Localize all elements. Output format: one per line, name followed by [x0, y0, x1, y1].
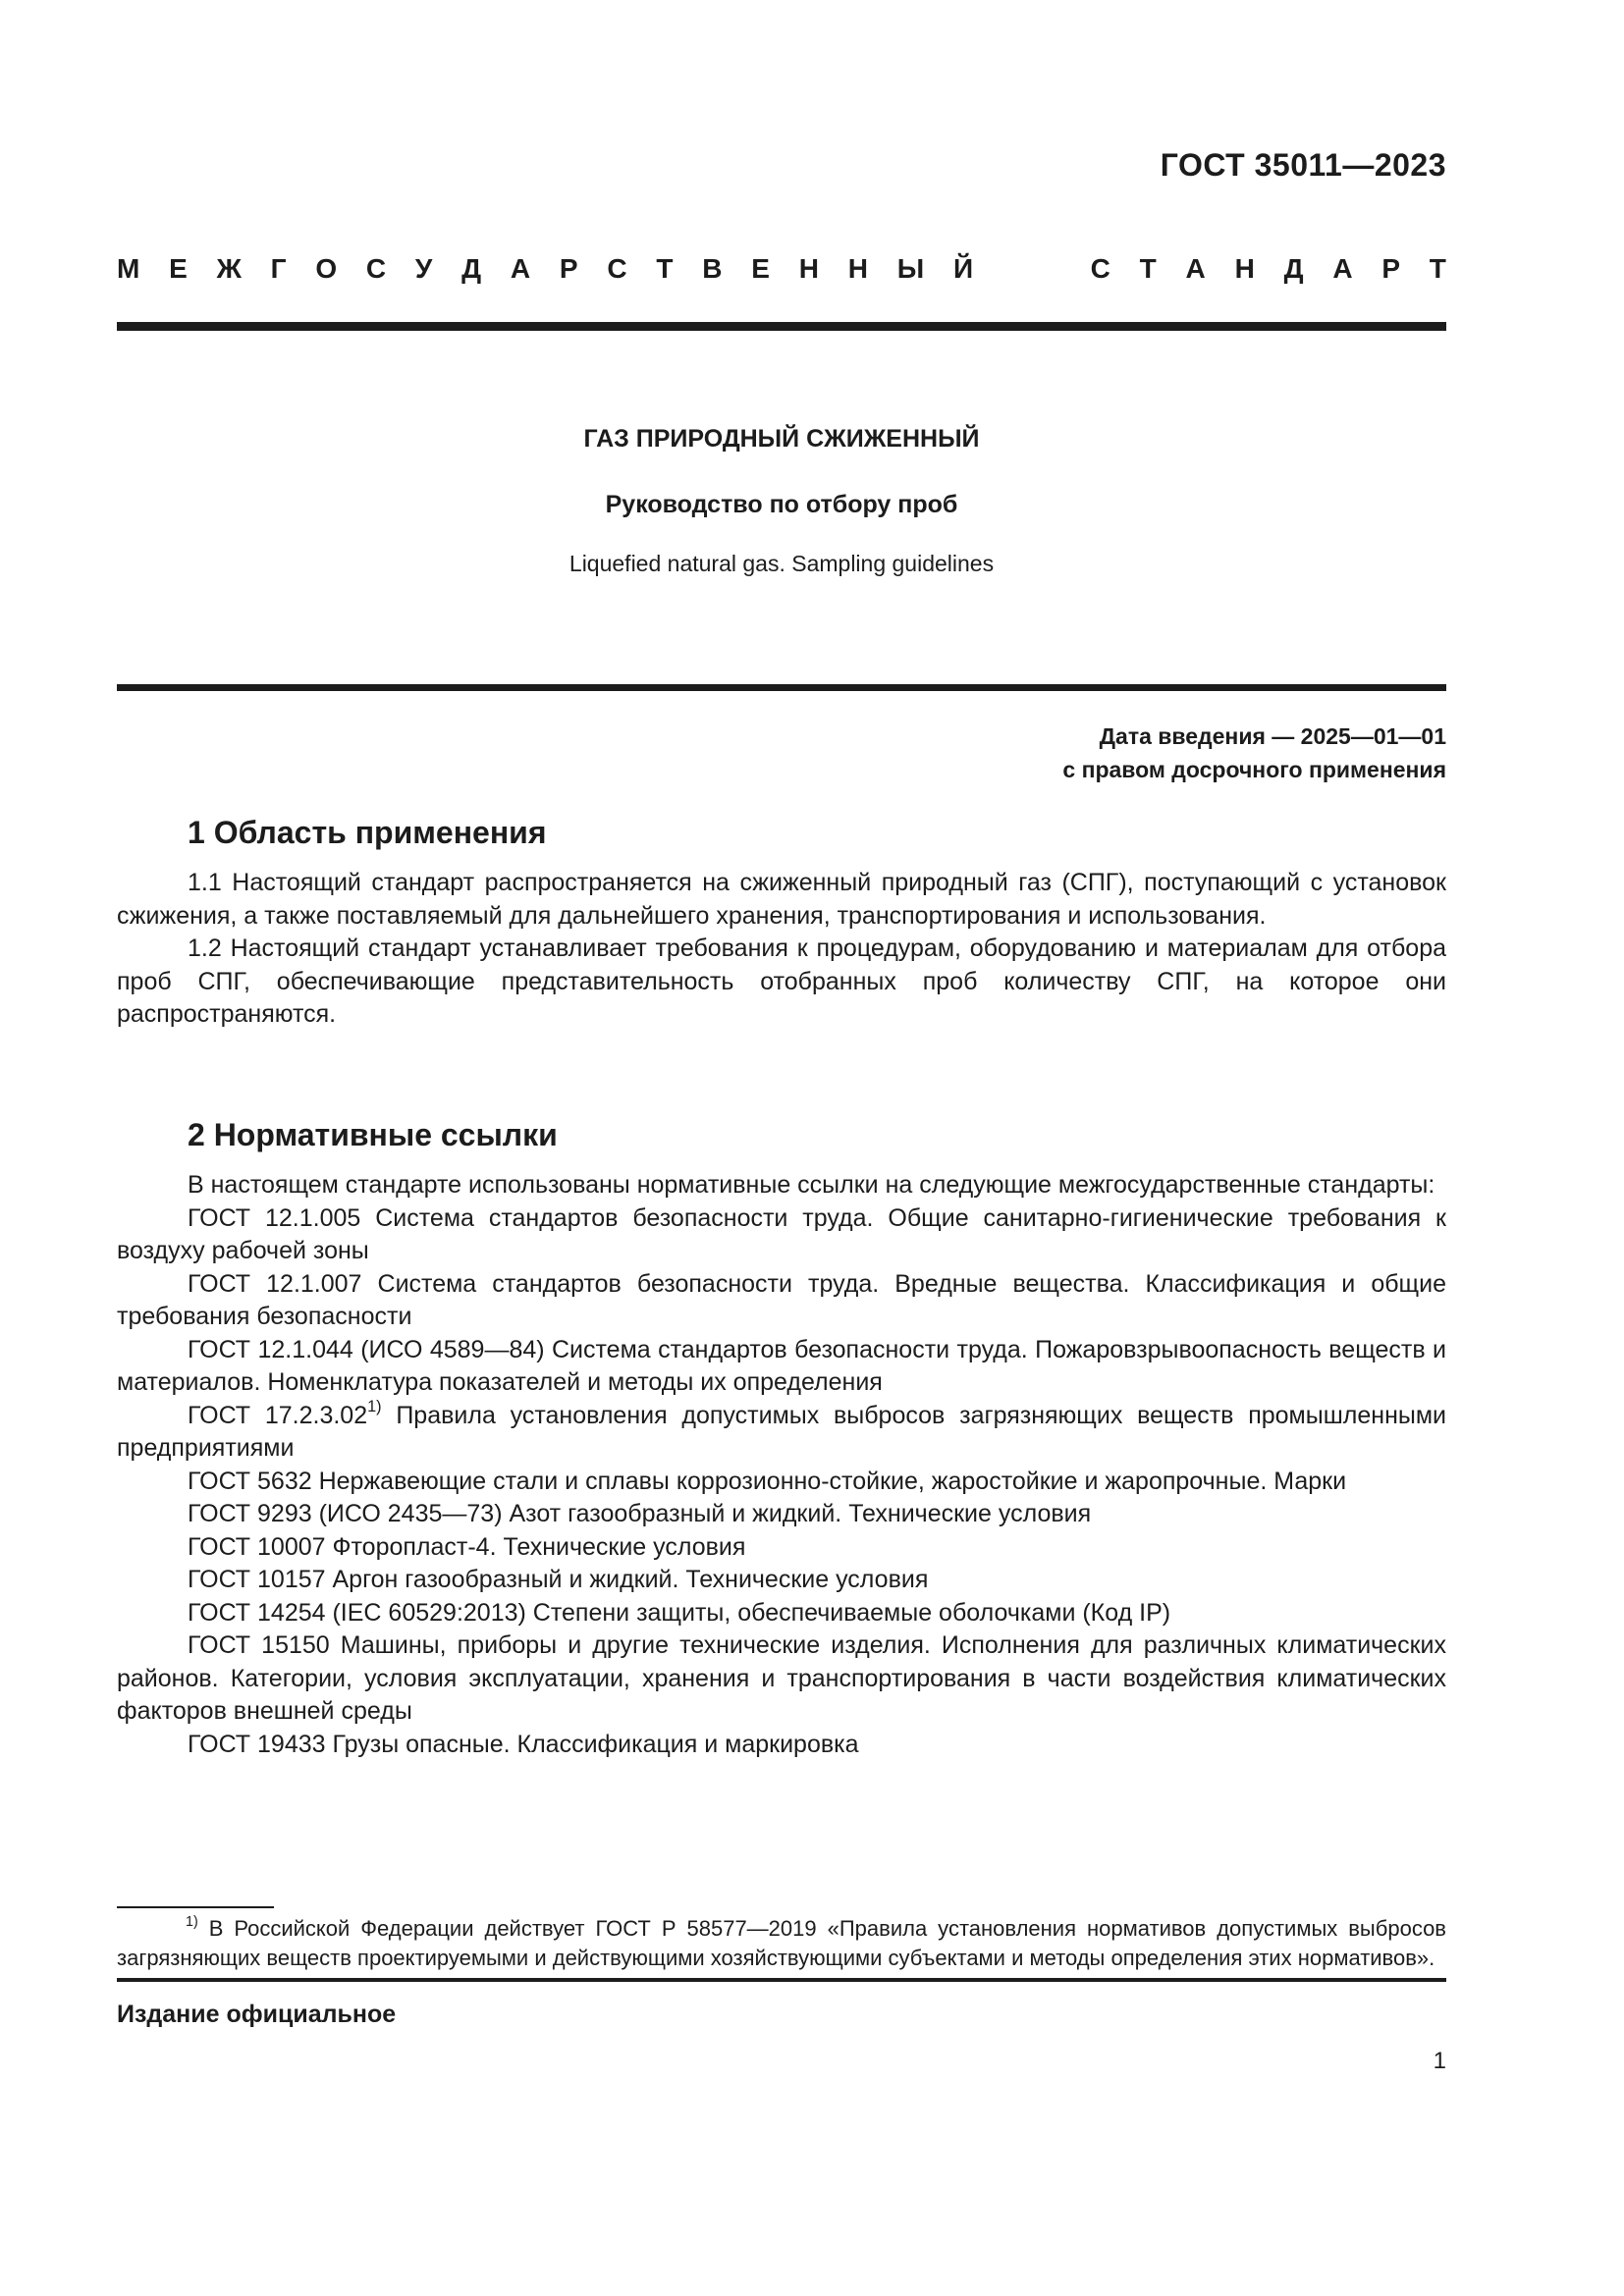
banner-letter: Д — [1283, 253, 1304, 284]
reference-item: ГОСТ 10007 Фторопласт-4. Технические условия — [188, 1532, 746, 1561]
banner-letter: О — [315, 253, 338, 284]
reference-item: ГОСТ 14254 (IEC 60529:2013) Степени защиты, обеспечиваемые оболочками (Код IP) — [188, 1598, 1171, 1627]
banner-letter: Г — [270, 253, 287, 284]
section-scope — [117, 815, 1446, 1032]
banner-letter: А — [510, 253, 531, 284]
footnote-marker: 1) — [186, 1913, 198, 1930]
banner-letter: А — [1185, 253, 1206, 284]
banner-letter: Т — [656, 253, 674, 284]
standard-banner — [117, 253, 1446, 285]
banner-letter: Р — [559, 253, 578, 284]
footer-divider — [117, 1978, 1446, 1982]
banner-letter: Ы — [896, 253, 925, 284]
title-divider — [117, 684, 1446, 691]
header-divider — [117, 322, 1446, 331]
banner-letter: Д — [461, 253, 482, 284]
banner-letter: А — [1332, 253, 1353, 284]
reference-text: Правила установления допустимых выбросов загрязняющих веществ промышленными предприятиями — [117, 1401, 1446, 1462]
early-application-note: с правом досрочного применения — [1062, 757, 1446, 782]
footnote-text: В Российской Федерации действует ГОСТ Р 58577—2019 «Правила установления нормативов допустимых выбросов загрязняющих веществ проектируемыми и действующими хозяйствующими субъектами и методы определения этих нормативов». — [117, 1916, 1446, 1970]
banner-letter: Т — [1139, 253, 1157, 284]
banner-letter: Н — [847, 253, 868, 284]
reference-item: ГОСТ 12.1.007 Система стандартов безопасности труда. Вредные вещества. Классификация и общие требования безопасности — [117, 1269, 1446, 1330]
banner-letter: У — [414, 253, 433, 284]
paragraph: В настоящем стандарте использованы нормативные ссылки на следующие межгосударственные стандарты: — [188, 1171, 1435, 1199]
banner-letter: Е — [169, 253, 188, 284]
banner-letter: М — [117, 253, 140, 284]
banner-letter: С — [607, 253, 627, 284]
reference-item: ГОСТ 9293 (ИСО 2435—73) Азот газообразный и жидкий. Технические условия — [188, 1500, 1092, 1527]
edition-label: Издание официальное — [117, 2001, 397, 2028]
banner-letter: Н — [1234, 253, 1255, 284]
paragraph: 1.1 Настоящий стандарт распространяется на сжиженный природный газ (СПГ), поступающий с установок сжижения, а также поставляемый для дальнейшего хранения, транспортирования и использования. — [117, 869, 1446, 930]
reference-item: ГОСТ 12.1.005 Система стандартов безопасности труда. Общие санитарно-гигиенические требования к воздуху рабочей зоны — [117, 1203, 1446, 1264]
reference-item: ГОСТ 5632 Нержавеющие стали и сплавы коррозионно-стойкие, жаростойкие и жаропрочные. Марки — [188, 1467, 1347, 1495]
banner-letter: С — [365, 253, 387, 284]
reference-item — [117, 1397, 1446, 1466]
banner-letter: В — [702, 253, 723, 284]
section-title: 1 Область применения — [188, 815, 547, 850]
introduction-date-line: Дата введения — 2025—01—01 — [1099, 723, 1446, 749]
section-title: 2 Нормативные ссылки — [188, 1117, 558, 1152]
document-title: ГАЗ ПРИРОДНЫЙ СЖИЖЕННЫЙ — [583, 425, 980, 453]
banner-letter: С — [1090, 253, 1110, 284]
reference-code: ГОСТ 17.2.3.02 — [188, 1401, 368, 1429]
reference-item: ГОСТ 10157 Аргон газообразный и жидкий. Технические условия — [188, 1566, 929, 1593]
reference-item: ГОСТ 19433 Грузы опасные. Классификация и маркировка — [188, 1730, 859, 1758]
title-block — [117, 425, 1446, 577]
banner-letter: Р — [1381, 253, 1401, 284]
banner-word-gap — [1002, 253, 1061, 285]
reference-item: ГОСТ 12.1.044 (ИСО 4589—84) Система стандартов безопасности труда. Пожаровзрывоопасность веществ и материалов. Номенклатура показателей и методы их определения — [117, 1335, 1446, 1396]
document-subtitle: Руководство по отбору проб — [605, 491, 958, 518]
banner-letter: Е — [751, 253, 770, 284]
banner-letter: Й — [952, 253, 974, 284]
document-code: ГОСТ 35011—2023 — [1160, 147, 1446, 183]
footnote — [117, 1914, 1446, 1973]
reference-item: ГОСТ 15150 Машины, приборы и другие технические изделия. Исполнения для различных климатических районов. Категории, условия эксплуатации, хранения и транспортирования в части воздействия климатических факторов внешней среды — [117, 1631, 1446, 1725]
banner-letter: Ж — [216, 253, 242, 284]
introduction-date — [1062, 720, 1446, 786]
footnote-marker: 1) — [367, 1397, 382, 1415]
section-normative-references — [117, 1117, 1446, 1761]
banner-letter: Н — [798, 253, 819, 284]
page-number: 1 — [1433, 2048, 1446, 2074]
document-title-english: Liquefied natural gas. Sampling guidelines — [568, 551, 995, 576]
footnote-divider — [117, 1906, 274, 1908]
banner-letter: Т — [1429, 253, 1446, 284]
paragraph: 1.2 Настоящий стандарт устанавливает требования к процедурам, оборудованию и материалам для отбора проб СПГ, обеспечивающие представительность отобранных проб количеству СПГ, на которое они распространяются. — [117, 934, 1446, 1028]
